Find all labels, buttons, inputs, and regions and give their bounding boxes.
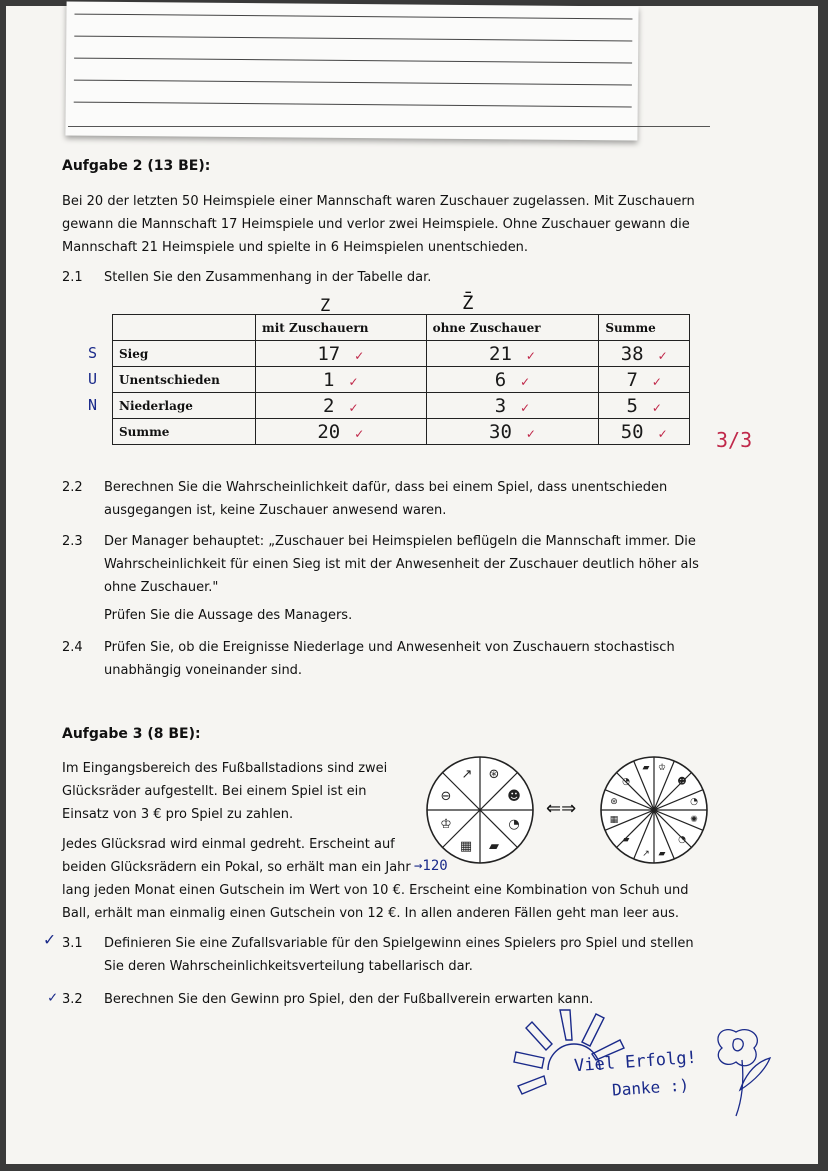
check-mark: ✓ <box>354 348 365 363</box>
svg-text:◔: ◔ <box>622 777 630 787</box>
table-header: ohne Zuschauer <box>426 315 599 341</box>
task2-3-number: 2.3 <box>62 534 83 549</box>
wheel-of-fortune-right <box>598 754 710 866</box>
cell-value: 30 <box>489 420 512 443</box>
task2-1-text: Stellen Sie den Zusammenhang in der Tabelle dar. <box>104 270 432 285</box>
task2-4-text: Prüfen Sie, ob die Ereignisse Niederlage und Anwesenheit von Zuschauern stochastisch unabhängig voneinander sind. <box>104 640 675 678</box>
svg-text:↗: ↗ <box>461 767 473 782</box>
table-row <box>113 341 690 367</box>
handwritten-note: →120 <box>414 858 448 874</box>
task3-1 <box>44 929 712 978</box>
task2-4-number: 2.4 <box>62 640 83 655</box>
svg-text:⊖: ⊖ <box>440 789 452 804</box>
check-mark: ✓ <box>525 426 536 441</box>
check-mark: ✓ <box>354 426 365 441</box>
cell-value: 38 <box>620 342 644 365</box>
header-mark-z: Z <box>320 296 331 316</box>
task3-intro: Im Eingangsbereich des Fußballstadions sind zwei Glücksräder aufgestellt. Bei einem Spiel ist ein Einsatz von 3 € pro Spiel zu zahlen. <box>62 761 388 822</box>
table-cell <box>256 393 427 419</box>
table-header: mit Zuschauern <box>256 315 427 341</box>
closing-good-luck: Viel Erfolg! <box>573 1047 698 1077</box>
table-row <box>113 419 690 445</box>
cell-value: 20 <box>317 420 341 443</box>
table-cell <box>256 367 427 393</box>
table-row <box>113 393 690 419</box>
svg-text:◔: ◔ <box>690 797 698 807</box>
task3-1-text: Definieren Sie eine Zufallsvariable für den Spielgewinn eines Spielers pro Spiel und stellen Sie deren Wahrscheinlichkeitsverteilung tabellarisch dar. <box>104 936 694 974</box>
row-label: Sieg <box>113 341 256 367</box>
check-mark: ✓ <box>520 400 531 415</box>
task3-intro-2b: lang jeden Monat einen Gutschein im Wert von 10 €. Erscheint eine Kombination von Schuh und Ball, erhält man einmalig einen Gutschein von 12 €. In allen anderen Fällen geht man leer aus. <box>62 883 689 921</box>
cell-value: 6 <box>494 368 507 391</box>
svg-text:▰: ▰ <box>622 835 630 845</box>
svg-text:☻: ☻ <box>677 777 687 787</box>
cell-value: 1 <box>323 368 335 391</box>
table-cell <box>426 393 599 419</box>
svg-text:♔: ♔ <box>657 763 667 773</box>
task2-3 <box>62 530 712 600</box>
table-cell <box>256 419 427 445</box>
task3-1-mark: ✓ <box>44 929 55 950</box>
svg-text:♔: ♔ <box>440 817 452 832</box>
table-header-empty <box>113 315 256 341</box>
table-cell <box>599 419 690 445</box>
task3-2-mark: ✓ <box>48 988 58 1006</box>
table-cell <box>599 367 690 393</box>
cell-value: 5 <box>626 394 638 417</box>
task3-2-number: 3.2 <box>62 992 83 1007</box>
table-cell <box>599 341 690 367</box>
cell-value: 2 <box>323 394 335 417</box>
task2-1-number: 2.1 <box>62 270 83 285</box>
table-cell <box>426 341 599 367</box>
task3-2-text: Berechnen Sie den Gewinn pro Spiel, den der Fußballverein erwarten kann. <box>104 992 594 1007</box>
wheel-of-fortune-left <box>424 754 536 866</box>
svg-text:▰: ▰ <box>658 849 666 859</box>
task3-intro-2a: Jedes Glücksrad wird einmal gedreht. Erscheint auf beiden Glücksrädern ein Pokal, so erhält man ein Jahr <box>62 837 411 875</box>
row-label: Unentschieden <box>113 367 256 393</box>
svg-text:⊛: ⊛ <box>610 797 618 807</box>
side-letter-u: U <box>88 370 98 388</box>
cell-value: 3 <box>494 394 507 417</box>
row-label: Niederlage <box>113 393 256 419</box>
task2-2 <box>62 476 712 522</box>
svg-text:▦: ▦ <box>609 815 619 825</box>
cell-value: 21 <box>489 342 512 365</box>
closing-thanks: Danke :) <box>611 1075 690 1100</box>
check-mark: ✓ <box>657 426 668 441</box>
row-label: Summe <box>113 419 256 445</box>
table-cell <box>426 419 599 445</box>
svg-text:✺: ✺ <box>690 815 698 825</box>
check-mark: ✓ <box>651 400 662 415</box>
check-mark: ✓ <box>651 374 662 389</box>
table-cell <box>599 393 690 419</box>
task3-heading: Aufgabe 3 (8 BE): <box>62 726 201 742</box>
side-letter-s: S <box>88 344 98 362</box>
svg-text:▰: ▰ <box>642 763 650 773</box>
table-cell <box>426 367 599 393</box>
task2-2-number: 2.2 <box>62 480 83 495</box>
check-mark: ✓ <box>657 348 668 363</box>
cell-value: 50 <box>620 420 644 443</box>
divider <box>68 126 710 127</box>
task2-heading: Aufgabe 2 (13 BE): <box>62 158 211 174</box>
svg-text:◔: ◔ <box>508 817 520 832</box>
side-letter-n: N <box>88 396 98 414</box>
task2-4 <box>62 636 712 682</box>
task3-1-number: 3.1 <box>62 936 83 951</box>
svg-text:⊛: ⊛ <box>488 767 500 782</box>
svg-text:▰: ▰ <box>489 839 499 854</box>
svg-text:▦: ▦ <box>459 839 473 854</box>
flower-doodle <box>706 1010 790 1120</box>
svg-text:◔: ◔ <box>678 835 686 845</box>
overlay-paper-slip <box>65 2 638 141</box>
cell-value: 7 <box>626 368 638 391</box>
contingency-table <box>112 314 690 445</box>
check-mark: ✓ <box>525 348 536 363</box>
svg-text:☻: ☻ <box>507 789 521 804</box>
table-header: Summe <box>599 315 690 341</box>
table-header-row <box>113 315 690 341</box>
task2-intro: Bei 20 der letzten 50 Heimspiele einer Mannschaft waren Zuschauer zugelassen. Mit Zuschauern gewann die Mannschaft 17 Heimspiele und verlor zwei Heimspiele. Ohne Zuschauer gewann die Mannschaft 21 Heimspiele und spielte in 6 Heimspielen unentschieden. <box>62 194 695 255</box>
wheel-arrow: ⇐⇒ <box>546 798 577 819</box>
task2-3-instruction: Prüfen Sie die Aussage des Managers. <box>104 608 353 623</box>
task2-3-text: Der Manager behauptet: „Zuschauer bei Heimspielen beflügeln die Mannschaft immer. Die Wahrscheinlichkeit für einen Sieg ist mit der Anwesenheit der Zuschauer deutlich höher als ohne Zuschauer." <box>104 534 699 595</box>
header-mark-zbar: Z̄ <box>462 292 474 314</box>
table-row <box>113 367 690 393</box>
svg-text:↗: ↗ <box>642 849 650 859</box>
table-cell <box>256 341 427 367</box>
cell-value: 17 <box>317 342 341 365</box>
check-mark: ✓ <box>348 374 359 389</box>
check-mark: ✓ <box>348 400 359 415</box>
check-mark: ✓ <box>520 374 531 389</box>
score-mark: 3/3 <box>716 428 753 452</box>
task2-2-text: Berechnen Sie die Wahrscheinlichkeit dafür, dass bei einem Spiel, dass unentschieden ausgegangen ist, keine Zuschauer anwesend waren. <box>104 480 668 518</box>
